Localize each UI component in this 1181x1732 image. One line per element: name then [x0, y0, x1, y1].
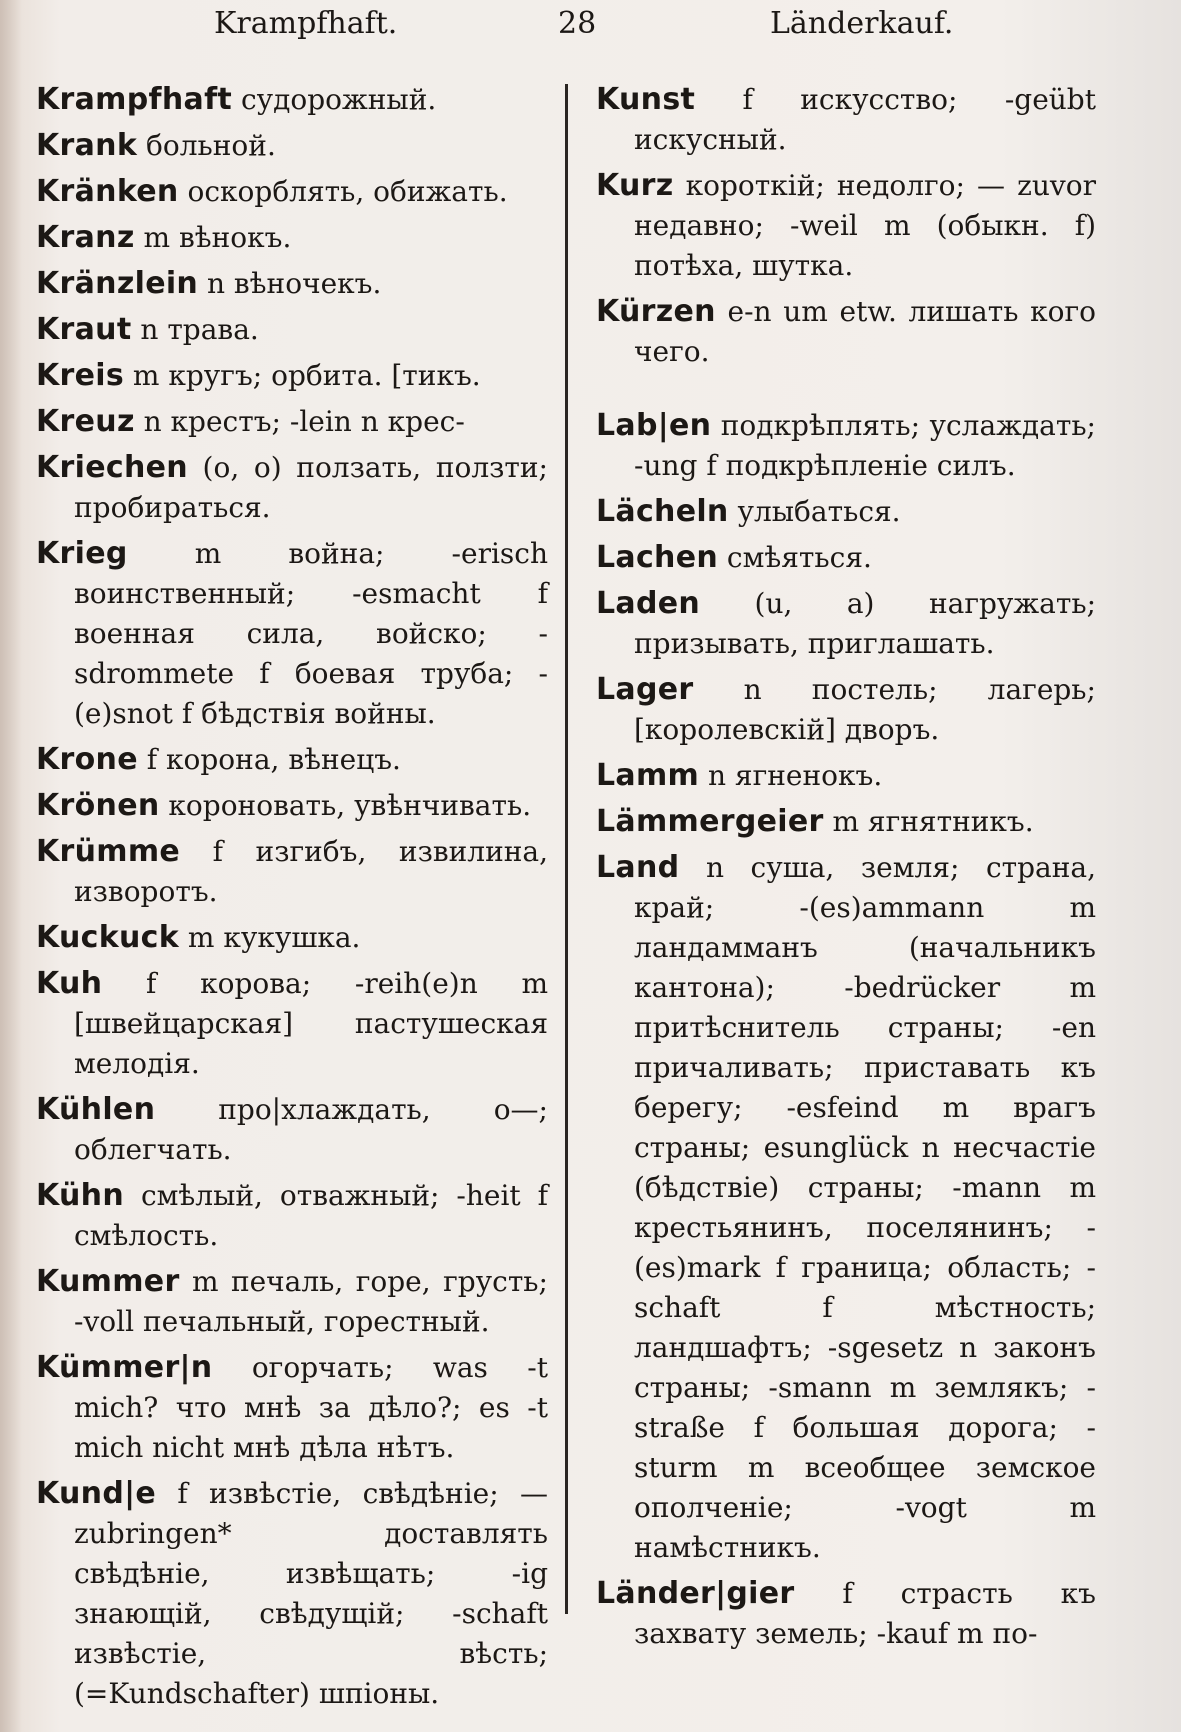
dictionary-entry — [36, 1474, 548, 1714]
entry-definition: (u, a) нагружать; призывать, приглашать. — [634, 587, 1096, 660]
entry-headword: Länder|gier — [596, 1576, 795, 1611]
entry-definition: больной. — [137, 129, 276, 162]
dictionary-entry — [36, 1262, 548, 1342]
entry-headword: Lächeln — [596, 494, 729, 529]
right-column — [596, 80, 1096, 1660]
dictionary-entry — [36, 80, 548, 120]
dictionary-entry — [36, 310, 548, 350]
entry-definition: судорожный. — [232, 83, 437, 116]
entry-headword: Kühlen — [36, 1092, 156, 1127]
entry-definition: m кукушка. — [179, 921, 361, 954]
entry-headword: Kund|e — [36, 1476, 157, 1511]
entry-definition: подкрѣплять; услаждать; -ung f подкрѣпленіе силъ. — [634, 409, 1096, 482]
entry-headword: Lager — [596, 672, 694, 707]
dictionary-entry — [596, 492, 1096, 532]
entry-headword: Krönen — [36, 788, 160, 823]
header-left-guide-word: Krampfhaft. — [214, 6, 398, 41]
entry-headword: Lachen — [596, 540, 719, 575]
entry-definition: m война; -erisch воинственный; -esmacht f военная сила, войско; -sdrommete f боевая труба; -(e)snot f бѣдствія войны. — [74, 537, 548, 730]
entry-definition: f искусство; -geübt искусный. — [634, 83, 1096, 156]
entry-definition: (o, o) ползать, ползти; пробираться. — [74, 451, 548, 524]
dictionary-entry — [36, 918, 548, 958]
entry-definition: короткій; недолго; — zuvor недавно; -weil m (обыкн. f) потѣха, шутка. — [634, 169, 1096, 282]
entry-headword: Lämmergeier — [596, 804, 824, 839]
entry-definition: m ягнятникъ. — [823, 805, 1034, 838]
dictionary-entry — [36, 172, 548, 212]
entry-headword: Kränzlein — [36, 266, 199, 301]
entry-headword: Kühn — [36, 1178, 124, 1213]
entry-definition: смѣяться. — [718, 541, 872, 574]
dictionary-entry — [36, 832, 548, 912]
dictionary-entry — [36, 1348, 548, 1468]
dictionary-entry — [36, 264, 548, 304]
dictionary-entry — [36, 1176, 548, 1256]
entry-headword: Krone — [36, 742, 138, 777]
running-header — [40, 2, 1125, 50]
entry-headword: Kraut — [36, 312, 132, 347]
header-right-guide-word: Länderkauf. — [770, 6, 954, 41]
dictionary-entry — [36, 218, 548, 258]
entry-headword: Kümmer|n — [36, 1350, 213, 1385]
dictionary-entry — [596, 670, 1096, 750]
dictionary-entry — [596, 292, 1096, 372]
entry-definition: n вѣночекъ. — [198, 267, 382, 300]
dictionary-entry — [596, 538, 1096, 578]
page-number: 28 — [558, 6, 597, 41]
dictionary-entry — [596, 584, 1096, 664]
entry-headword: Kreis — [36, 358, 125, 393]
dictionary-entry — [596, 406, 1096, 486]
entry-headword: Krieg — [36, 536, 128, 571]
entry-headword: Kränken — [36, 174, 179, 209]
entry-headword: Kreuz — [36, 404, 135, 439]
entry-headword: Krampfhaft — [36, 82, 233, 117]
entry-definition: n суша, земля; страна, край; -(es)ammann m ландамманъ (начальникъ кантона); -bedrücker m притѣснитель страны; -en причаливать; приставать къ берегу; -esfeind m врагъ страны; esunglück n несчастіе (бѣдствіе) страны; -mann m крестьянинъ, поселянинъ; -(es)mark f граница; область; -schaft f мѣстность; ландшафтъ; -sgesetz n законъ страны; -smann m землякъ; -straße f большая дорога; -sturm m всеобщее земское ополченіе; -vogt m намѣстникъ. — [634, 851, 1096, 1564]
dictionary-entry — [36, 534, 548, 734]
dictionary-entry — [596, 802, 1096, 842]
entry-headword: Kriechen — [36, 450, 188, 485]
entry-definition: n постель; лагерь; [королевскій] дворъ. — [634, 673, 1096, 746]
entry-definition: огорчать; was -t mich? что мнѣ за дѣло?; es -t mich nicht мнѣ дѣла нѣтъ. — [74, 1351, 548, 1464]
entry-headword: Kranz — [36, 220, 135, 255]
entry-definition: f корова; -reih(e)n m [швейцарская] пастушеская мелодія. — [74, 967, 548, 1080]
dictionary-entry — [36, 402, 548, 442]
entry-definition: m вѣнокъ. — [134, 221, 292, 254]
dictionary-entry — [36, 786, 548, 826]
entry-headword: Kürzen — [596, 294, 716, 329]
entry-headword: Kuh — [36, 966, 103, 1001]
entry-definition: n крестъ; -lein n крес- — [134, 405, 465, 438]
dictionary-entry — [36, 1090, 548, 1170]
column-divider — [565, 84, 568, 1614]
entry-definition: m кругъ; орбита. [тикъ. — [124, 359, 481, 392]
entry-definition: улыбаться. — [728, 495, 901, 528]
dictionary-entry — [596, 166, 1096, 286]
entry-headword: Kurz — [596, 168, 674, 203]
dictionary-entry — [596, 756, 1096, 796]
entry-definition: e-n um etw. лишать кого чего. — [634, 295, 1096, 368]
entry-definition: f извѣстіе, свѣдѣніе; — zubringen* доставлять свѣдѣніе, извѣщать; -ig знающій, свѣдущій; -schaft извѣстіе, вѣсть; (=Kundschafter) шпіоны. — [74, 1477, 548, 1710]
dictionary-entry — [596, 1574, 1096, 1654]
entry-definition: n трава. — [131, 313, 259, 346]
entry-headword: Kunst — [596, 82, 696, 117]
dictionary-entry — [596, 848, 1096, 1568]
entry-headword: Krank — [36, 128, 138, 163]
entry-headword: Land — [596, 850, 680, 885]
entry-definition: f страсть къ захвату земель; -kauf m по- — [634, 1577, 1096, 1650]
entry-headword: Lab|en — [596, 408, 712, 443]
entry-headword: Laden — [596, 586, 701, 621]
entry-headword: Kuckuck — [36, 920, 180, 955]
dictionary-entry — [36, 740, 548, 780]
entry-definition: m печаль, горе, грусть; -voll печальный, горестный. — [74, 1265, 548, 1338]
dictionary-entry — [36, 448, 548, 528]
dictionary-entry — [596, 80, 1096, 160]
entry-definition: n ягненокъ. — [699, 759, 883, 792]
dictionary-entry — [36, 126, 548, 166]
entry-headword: Krümme — [36, 834, 181, 869]
entry-headword: Lamm — [596, 758, 700, 793]
page-edge-shadow — [0, 0, 22, 1732]
entry-definition: оскорблять, обижать. — [178, 175, 508, 208]
entry-definition: про|хлаждать, о—; облегчать. — [74, 1093, 548, 1166]
dictionary-entry — [36, 356, 548, 396]
dictionary-entry — [36, 964, 548, 1084]
entry-definition: смѣлый, отважный; -heit f смѣлость. — [74, 1179, 548, 1252]
entry-definition: f корона, вѣнецъ. — [137, 743, 401, 776]
left-column — [36, 80, 548, 1720]
entry-definition: короновать, увѣнчивать. — [159, 789, 532, 822]
entry-headword: Kummer — [36, 1264, 180, 1299]
entry-definition: f изгибъ, извилина, изворотъ. — [74, 835, 548, 908]
